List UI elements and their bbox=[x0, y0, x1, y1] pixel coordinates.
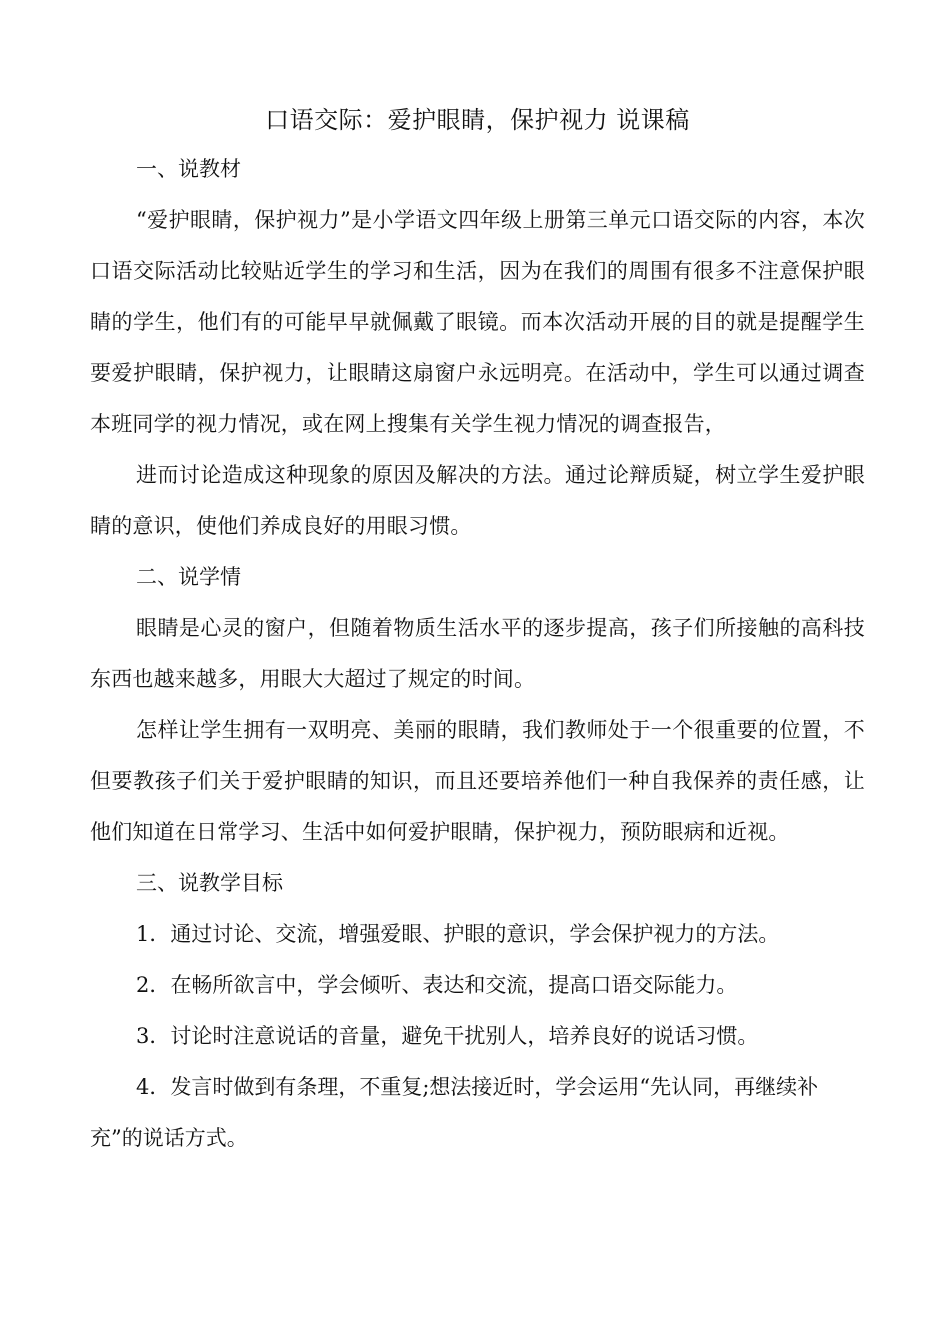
textbook-paragraph-2: 进而讨论造成这种现象的原因及解决的方法。通过论辩质疑，树立学生爱护眼睛的意识，使他们养成良好的用眼习惯。 bbox=[90, 463, 865, 538]
section-heading-textbook: 一、说教材 bbox=[136, 157, 241, 181]
learners-paragraph-1: 眼睛是心灵的窗户，但随着物质生活水平的逐步提高，孩子们所接触的高科技东西也越来越多，用眼大大超过了规定的时间。 bbox=[90, 616, 865, 691]
goal-item-3: 3．讨论时注意说话的音量，避免干扰别人，培养良好的说话习惯。 bbox=[136, 1024, 759, 1048]
document-title: 口语交际：爱护眼睛，保护视力 说课稿 bbox=[265, 106, 690, 134]
document-page bbox=[90, 100, 865, 1164]
section-heading-learners: 二、说学情 bbox=[136, 565, 241, 589]
goal-item-4: 4．发言时做到有条理，不重复;想法接近时，学会运用“先认同，再继续补充”的说话方式。 bbox=[90, 1075, 819, 1150]
goal-item-1: 1．通过讨论、交流，增强爱眼、护眼的意识，学会保护视力的方法。 bbox=[136, 922, 780, 946]
goal-item-2: 2．在畅所欲言中，学会倾听、表达和交流，提高口语交际能力。 bbox=[136, 973, 738, 997]
section-heading-goals: 三、说教学目标 bbox=[136, 871, 283, 895]
learners-paragraph-2: 怎样让学生拥有一双明亮、美丽的眼睛，我们教师处于一个很重要的位置，不但要教孩子们关于爱护眼睛的知识，而且还要培养他们一种自我保养的责任感，让他们知道在日常学习、生活中如何爱护眼睛，保护视力，预防眼病和近视。 bbox=[90, 718, 865, 844]
textbook-paragraph-1: “爱护眼睛，保护视力”是小学语文四年级上册第三单元口语交际的内容，本次口语交际活动比较贴近学生的学习和生活，因为在我们的周围有很多不注意保护眼睛的学生，他们有的可能早早就佩戴了眼镜。而本次活动开展的目的就是提醒学生要爱护眼睛，保护视力，让眼睛这扇窗户永远明亮。在活动中，学生可以通过调查本班同学的视力情况，或在网上搜集有关学生视力情况的调查报告， bbox=[90, 208, 865, 436]
